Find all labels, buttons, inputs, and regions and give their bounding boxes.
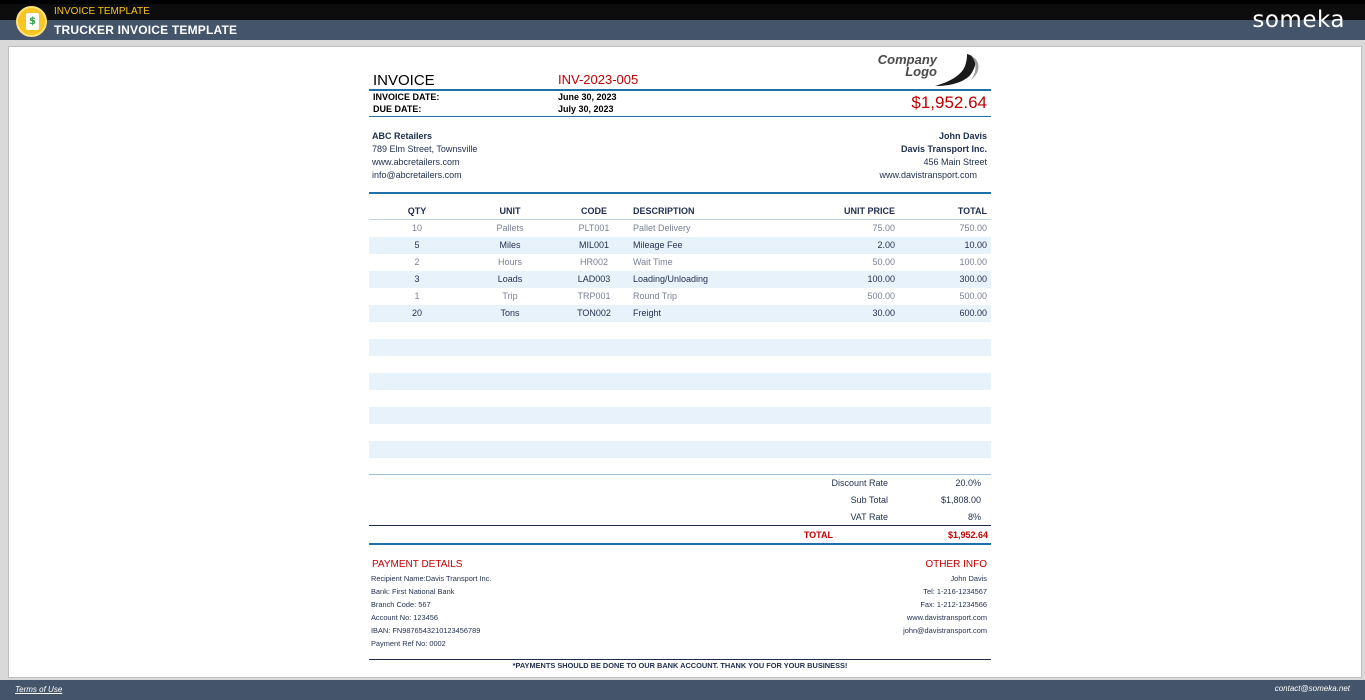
table-row[interactable] [369,237,991,254]
header-unit-price: UNIT PRICE [843,206,895,216]
table-row[interactable] [369,288,991,305]
cell-code[interactable]: MIL001 [578,240,610,250]
other-info-title: OTHER INFO [925,559,987,570]
vendor-company[interactable]: Davis Transport Inc. [900,144,987,154]
cell-unit[interactable]: Miles [499,240,521,250]
vendor-info [879,130,987,182]
invoice-date[interactable]: June 30, 2023 [558,92,617,102]
cell-code[interactable]: TON002 [577,308,611,318]
terms-of-use-link[interactable]: Terms of Use [15,685,63,694]
cell-total[interactable]: 10.00 [964,240,987,250]
cell-unit[interactable]: Loads [497,274,523,284]
cell-unit-price[interactable]: 100.00 [867,274,895,284]
vendor-website[interactable]: www.davistransport.com [879,170,977,180]
subtotal-label: Sub Total [850,495,888,505]
cell-description[interactable]: Wait Time [633,257,673,267]
invoice-number[interactable]: INV-2023-005 [558,72,639,87]
cell-qty[interactable]: 2 [414,257,420,267]
header-total: TOTAL [957,206,987,216]
dates-rule [369,116,991,117]
payment-account[interactable]: Account No: 123456 [371,613,438,622]
cell-description[interactable]: Loading/Unloading [633,274,709,284]
cell-unit-price[interactable]: 500.00 [867,291,895,301]
discount-rate[interactable]: 20.0% [955,478,981,488]
table-row[interactable] [369,356,991,373]
table-row[interactable] [369,424,991,441]
header-description: DESCRIPTION [633,206,695,216]
client-name[interactable]: ABC Retailers [372,131,433,141]
payment-details [371,572,491,650]
invoice-document [369,46,991,678]
payment-bank[interactable]: Bank: First National Bank [371,587,455,596]
cell-description[interactable]: Round Trip [633,291,678,301]
cell-qty[interactable]: 10 [411,223,422,233]
cell-code[interactable]: HR002 [579,257,608,267]
logo-line-2: Logo [905,64,937,79]
cell-code[interactable]: PLT001 [578,223,610,233]
invoice-label: INVOICE [373,72,435,89]
payment-recipient[interactable]: Recipient Name:Davis Transport Inc. [371,574,492,583]
company-logo[interactable] [869,52,987,88]
table-top-rule [369,192,991,194]
table-row[interactable] [369,254,991,271]
totals-rule [369,525,991,526]
header-rule [369,89,991,91]
vendor-contact[interactable]: John Davis [938,131,987,141]
client-website[interactable]: www.abcretailers.com [372,157,460,167]
cell-description[interactable]: Freight [633,308,662,318]
brand-logo[interactable]: someka [1252,7,1345,33]
app-footer [0,680,1365,700]
table-row[interactable] [369,407,991,424]
header-unit: UNIT [499,206,521,216]
header-code: CODE [580,206,607,216]
dollar-glyph: $ [29,16,36,27]
cell-total[interactable]: 100.00 [959,257,987,267]
other-email[interactable]: john@davistransport.com [903,626,987,635]
logo-line-1: Company [877,52,937,67]
cell-unit-price[interactable]: 75.00 [872,223,895,233]
header-band [0,4,1365,20]
other-contact[interactable]: John Davis [950,574,987,583]
table-row[interactable] [369,441,991,458]
cell-description[interactable]: Pallet Delivery [633,223,691,233]
discount-label: Discount Rate [831,478,888,488]
cell-unit[interactable]: Hours [497,257,522,267]
cell-qty[interactable]: 1 [414,291,420,301]
vat-label: VAT Rate [850,512,888,522]
cell-unit[interactable]: Tons [500,308,520,318]
document-icon [26,13,39,30]
due-date[interactable]: July 30, 2023 [558,104,614,114]
payment-branch[interactable]: Branch Code: 567 [371,600,431,609]
client-email[interactable]: info@abcretailers.com [372,170,462,180]
app-header [0,0,1365,40]
cell-total[interactable]: 750.00 [959,223,987,233]
cell-code[interactable]: LAD003 [577,274,611,284]
vendor-address[interactable]: 456 Main Street [923,157,987,167]
table-row[interactable] [369,339,991,356]
company-logo-text [873,54,937,78]
table-row[interactable] [369,305,991,322]
footnote-rule [369,659,991,660]
cell-total[interactable]: 500.00 [959,291,987,301]
other-website[interactable]: www.davistransport.com [906,613,987,622]
contact-email[interactable]: contact@someka.net [1274,684,1350,693]
cell-code[interactable]: TRP001 [577,291,611,301]
table-bottom-rule [369,474,991,475]
payment-details-title: PAYMENT DETAILS [372,559,463,570]
cell-qty[interactable]: 3 [414,274,420,284]
header-qty: QTY [407,206,427,216]
cell-description[interactable]: Mileage Fee [633,240,683,250]
payment-ref[interactable]: Payment Ref No: 0002 [371,639,446,648]
swoosh-icon [931,52,983,88]
cell-qty[interactable]: 5 [414,240,420,250]
table-row[interactable] [369,373,991,390]
payment-footnote: *PAYMENTS SHOULD BE DONE TO OUR BANK ACCOUNT. THANK YOU FOR YOUR BUSINESS! [512,661,848,670]
invoice-date-label: INVOICE DATE: [373,92,440,102]
grand-total-label: TOTAL [803,530,833,540]
vat-rate[interactable]: 8% [967,512,981,522]
subtotal-value: $1,808.00 [940,495,981,505]
table-body [369,220,991,475]
payment-top-rule [369,543,991,545]
line-items-table [369,202,991,475]
other-info [903,572,987,637]
payment-iban[interactable]: IBAN: FN987654321012345678​9 [371,626,481,635]
header-subtitle: INVOICE TEMPLATE [54,6,150,17]
table-row[interactable] [369,271,991,288]
cell-unit-price[interactable]: 50.00 [872,257,895,267]
amount-due: $1,952.64 [911,93,987,112]
client-info [372,130,477,182]
header-title: TRUCKER INVOICE TEMPLATE [54,23,238,37]
cell-total[interactable]: 300.00 [959,274,987,284]
cell-unit-price[interactable]: 30.00 [872,308,895,318]
cell-qty[interactable]: 20 [411,308,422,318]
table-row[interactable] [369,458,991,475]
cell-unit[interactable]: Pallets [496,223,524,233]
grand-total-value: $1,952.64 [947,530,988,540]
invoice-dollar-icon [16,6,47,37]
due-date-label: DUE DATE: [373,104,422,114]
cell-unit-price[interactable]: 2.00 [877,240,895,250]
table-header [369,202,991,220]
table-row[interactable] [369,390,991,407]
table-row[interactable] [369,220,991,237]
other-fax[interactable]: Fax: 1-212-1234566 [920,600,987,609]
other-tel[interactable]: Tel: 1-216-1234567 [923,587,987,596]
cell-total[interactable]: 600.00 [959,308,987,318]
cell-unit[interactable]: Trip [502,291,518,301]
client-address[interactable]: 789 Elm Street, Townsville [372,144,478,154]
table-row[interactable] [369,322,991,339]
